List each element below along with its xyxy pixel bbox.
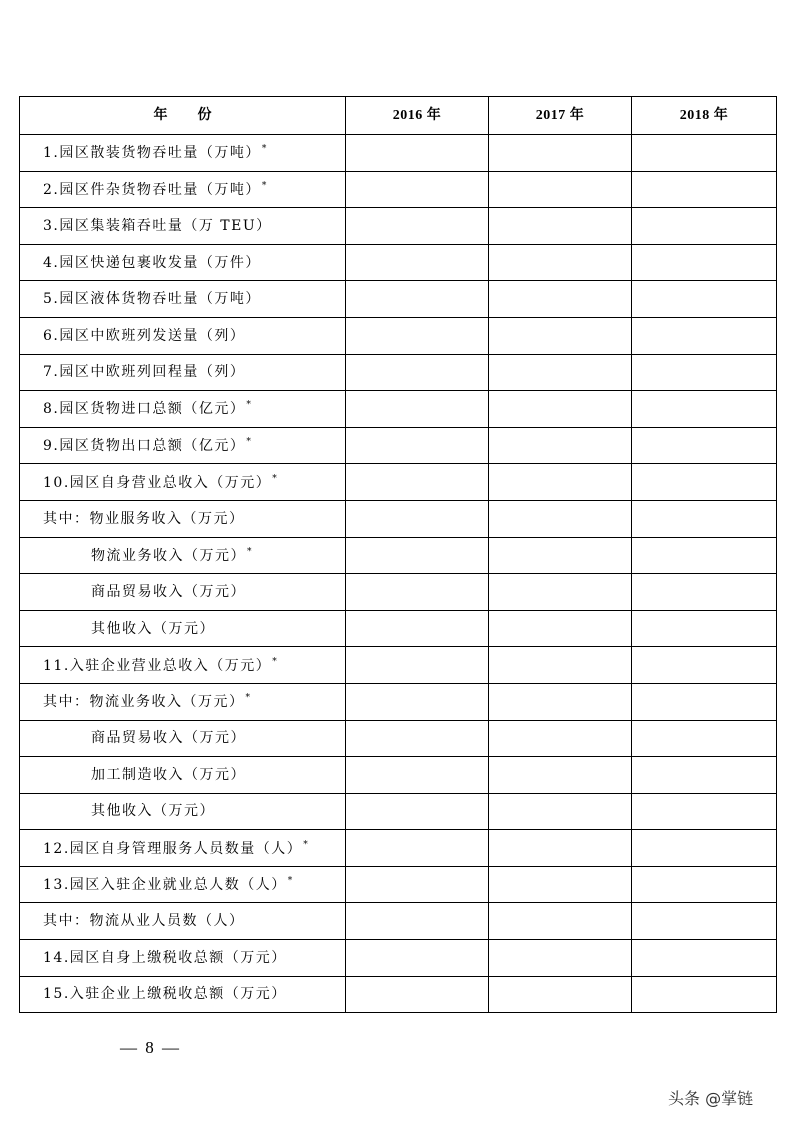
table-row [20,281,777,318]
row-label-cell [20,793,346,830]
value-cell [489,135,632,172]
value-cell [346,427,489,464]
row-label: 11.入驻企业营业总收入（万元） [43,657,272,674]
value-cell [346,537,489,574]
table-row [20,317,777,354]
table-row [20,208,777,245]
table-row [20,830,777,867]
value-cell [346,610,489,647]
value-cell [632,866,777,903]
table-row [20,537,777,574]
value-cell [489,866,632,903]
value-cell [489,171,632,208]
value-cell [346,574,489,611]
table-row [20,391,777,428]
row-label-cell [20,281,346,318]
row-label: 12.园区自身管理服务人员数量（人） [43,840,303,857]
value-cell [632,537,777,574]
row-label-cell [20,647,346,684]
row-label-cell [20,244,346,281]
table-row [20,244,777,281]
row-label-cell [20,354,346,391]
row-label: 9.园区货物出口总额（亿元） [43,438,246,455]
value-cell [489,757,632,794]
value-cell [632,208,777,245]
row-label: 6.园区中欧班列发送量（列） [43,327,246,344]
row-label-cell [20,537,346,574]
value-cell [632,830,777,867]
row-label: 2.园区件杂货物吞吐量（万吨） [43,181,261,198]
row-label-cell [20,757,346,794]
table-row [20,610,777,647]
value-cell [346,793,489,830]
row-label: 14.园区自身上缴税收总额（万元） [43,949,287,966]
value-cell [632,976,777,1013]
table-row [20,793,777,830]
value-cell [489,647,632,684]
value-cell [346,171,489,208]
row-label: 4.园区快递包裹收发量（万件） [43,254,261,271]
page-number: — 8 — [120,1038,181,1057]
row-label-cell [20,135,346,172]
row-label: 1.园区散装货物吞吐量（万吨） [43,145,261,162]
table-row [20,574,777,611]
value-cell [346,208,489,245]
value-cell [346,464,489,501]
table-row [20,866,777,903]
row-label: 物流业务收入（万元） [91,547,246,564]
row-label: 其他收入（万元） [91,620,215,637]
row-label: 商品贸易收入（万元） [91,730,246,747]
value-cell [489,391,632,428]
value-cell [346,683,489,720]
row-label-cell [20,317,346,354]
row-label-cell [20,464,346,501]
value-cell [632,574,777,611]
value-cell [346,940,489,977]
value-cell [632,940,777,977]
value-cell [489,683,632,720]
header-label-right: 份 [197,107,212,123]
watermark: 头条 @掌链 [668,1089,754,1108]
table-row [20,500,777,537]
value-cell [346,903,489,940]
row-label: 5.园区液体货物吞吐量（万吨） [43,291,261,308]
value-cell [489,793,632,830]
value-cell [489,427,632,464]
table-row [20,464,777,501]
value-cell [632,683,777,720]
row-label: 10.园区自身营业总收入（万元） [43,474,272,491]
value-cell [489,903,632,940]
value-cell [632,464,777,501]
value-cell [632,391,777,428]
row-label-cell [20,940,346,977]
row-label: 加工制造收入（万元） [91,766,246,783]
required-mark: * [246,437,253,448]
value-cell [632,135,777,172]
row-label-cell [20,427,346,464]
value-cell [346,757,489,794]
value-cell [632,610,777,647]
value-cell [632,427,777,464]
value-cell [346,281,489,318]
row-label: 13.园区入驻企业就业总人数（人） [43,877,287,894]
row-label-cell [20,830,346,867]
table-row [20,135,777,172]
row-label: 8.园区货物进口总额（亿元） [43,401,246,418]
value-cell [346,720,489,757]
row-label: 3.园区集装箱吞吐量（万 TEU） [43,217,272,234]
table-body [20,135,777,1013]
value-cell [489,354,632,391]
value-cell [489,940,632,977]
row-label: 7.园区中欧班列回程量（列） [43,364,246,381]
required-mark: * [261,144,268,155]
table-row [20,354,777,391]
value-cell [346,244,489,281]
table-row [20,171,777,208]
value-cell [632,793,777,830]
value-cell [489,500,632,537]
row-label: 其中：物流从业人员数（人） [43,913,245,930]
value-cell [632,720,777,757]
value-cell [346,647,489,684]
header-year-label [20,97,346,135]
table-row [20,903,777,940]
required-mark: * [245,693,252,704]
required-mark: * [287,876,294,887]
row-label-cell [20,500,346,537]
header-year-2018: 2018 年 [632,97,777,135]
required-mark: * [272,656,279,667]
row-label: 其他收入（万元） [91,803,215,820]
row-label-cell [20,574,346,611]
table-row [20,427,777,464]
row-label-cell [20,683,346,720]
required-mark: * [246,400,253,411]
table-row [20,757,777,794]
value-cell [489,244,632,281]
value-cell [632,281,777,318]
value-cell [632,171,777,208]
value-cell [632,757,777,794]
row-label-cell [20,976,346,1013]
row-label: 15.入驻企业上缴税收总额（万元） [43,986,287,1003]
row-label-cell [20,610,346,647]
value-cell [489,720,632,757]
value-cell [632,903,777,940]
value-cell [632,317,777,354]
value-cell [346,135,489,172]
required-mark: * [261,180,268,191]
value-cell [632,244,777,281]
value-cell [346,830,489,867]
row-label: 其中：物业服务收入（万元） [43,510,245,527]
table-row [20,720,777,757]
data-table [19,96,777,1013]
value-cell [346,500,489,537]
value-cell [346,976,489,1013]
value-cell [489,317,632,354]
required-mark: * [303,839,310,850]
value-cell [489,830,632,867]
table-row [20,976,777,1013]
row-label-cell [20,720,346,757]
row-label-cell [20,866,346,903]
value-cell [489,208,632,245]
value-cell [489,537,632,574]
row-label: 商品贸易收入（万元） [91,583,246,600]
value-cell [632,500,777,537]
value-cell [489,281,632,318]
header-year-2016: 2016 年 [346,97,489,135]
header-label-left: 年 [153,107,168,123]
value-cell [346,866,489,903]
value-cell [632,354,777,391]
value-cell [489,976,632,1013]
required-mark: * [272,473,279,484]
row-label-cell [20,171,346,208]
header-row [20,97,777,135]
value-cell [346,317,489,354]
required-mark: * [247,546,253,557]
value-cell [489,610,632,647]
table-row [20,647,777,684]
table-row [20,940,777,977]
row-label-cell [20,391,346,428]
table-row [20,683,777,720]
value-cell [489,574,632,611]
value-cell [346,354,489,391]
row-label: 其中：物流业务收入（万元） [43,694,245,711]
row-label-cell [20,208,346,245]
value-cell [346,391,489,428]
row-label-cell [20,903,346,940]
header-year-2017: 2017 年 [489,97,632,135]
value-cell [632,647,777,684]
value-cell [489,464,632,501]
